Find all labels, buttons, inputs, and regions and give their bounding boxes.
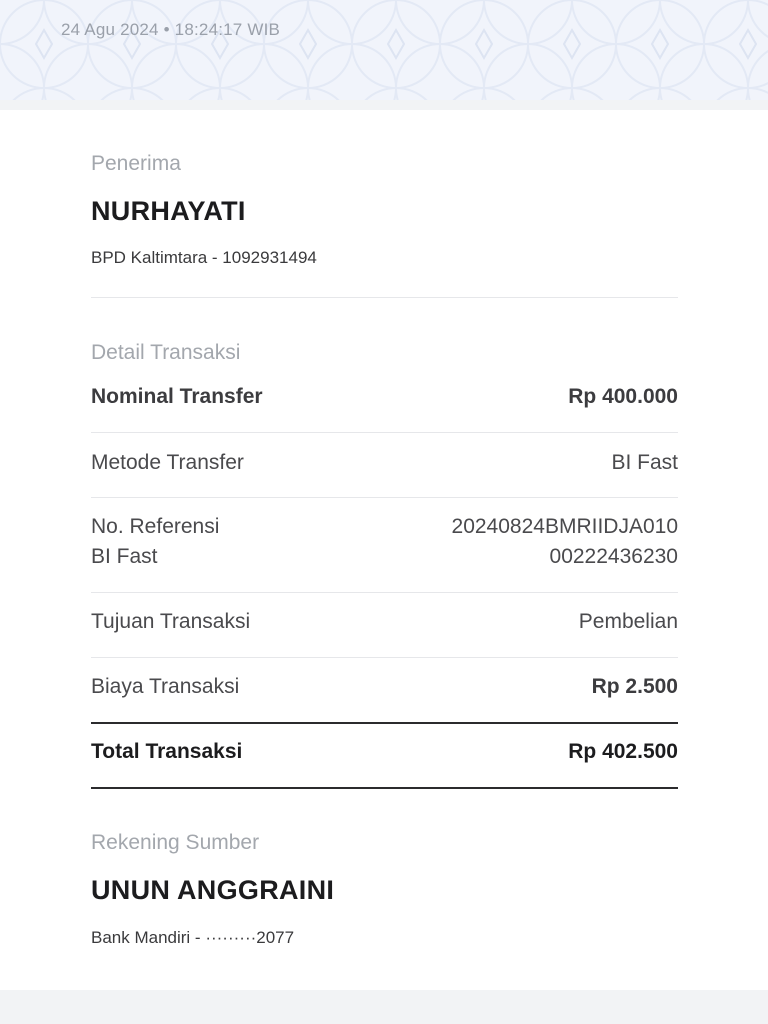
reference-value-line1: 20240824BMRIIDJA010 (451, 515, 678, 538)
divider (91, 432, 678, 433)
transaction-fee-value: Rp 2.500 (591, 675, 678, 698)
transaction-purpose-value: Pembelian (578, 610, 678, 633)
reference-number-row (91, 512, 678, 572)
transaction-fee-label: Biaya Transaksi (91, 675, 240, 698)
transaction-fee-row (91, 672, 678, 702)
nominal-transfer-value: Rp 400.000 (568, 385, 678, 408)
transaction-purpose-label: Tujuan Transaksi (91, 610, 251, 633)
transaction-timestamp: 24 Agu 2024 • 18:24:17 WIB (61, 20, 281, 39)
divider (91, 497, 678, 498)
nominal-transfer-label: Nominal Transfer (91, 385, 263, 408)
batik-pattern-background (0, 0, 768, 100)
reference-number-label (91, 512, 219, 572)
receipt-card (0, 110, 768, 990)
receipt-header (0, 0, 768, 100)
source-account-name: UNUN ANGGRAINI (91, 875, 335, 905)
recipient-bank-account: BPD Kaltimtara - 1092931494 (91, 248, 317, 267)
transfer-method-row (91, 448, 678, 478)
total-divider-bottom (91, 787, 678, 789)
transaction-total-label: Total Transaksi (91, 740, 243, 763)
transfer-method-value: BI Fast (611, 451, 678, 474)
source-bank-account: Bank Mandiri - ·········2077 (91, 928, 295, 947)
total-divider-top (91, 722, 678, 724)
details-section-label: Detail Transaksi (91, 341, 241, 364)
transfer-method-label: Metode Transfer (91, 451, 244, 474)
transaction-total-row (91, 737, 678, 767)
nominal-transfer-row (91, 382, 678, 412)
reference-value-line2: 00222436230 (549, 545, 678, 568)
divider (91, 592, 678, 593)
reference-label-line2: BI Fast (91, 545, 158, 568)
source-account-section-label: Rekening Sumber (91, 831, 260, 854)
transaction-total-value: Rp 402.500 (568, 740, 678, 763)
divider (91, 657, 678, 658)
recipient-name: NURHAYATI (91, 196, 246, 226)
reference-label-line1: No. Referensi (91, 515, 220, 538)
divider (91, 297, 678, 298)
reference-number-value (452, 512, 678, 572)
transaction-purpose-row (91, 607, 678, 637)
recipient-section-label: Penerima (91, 152, 181, 175)
